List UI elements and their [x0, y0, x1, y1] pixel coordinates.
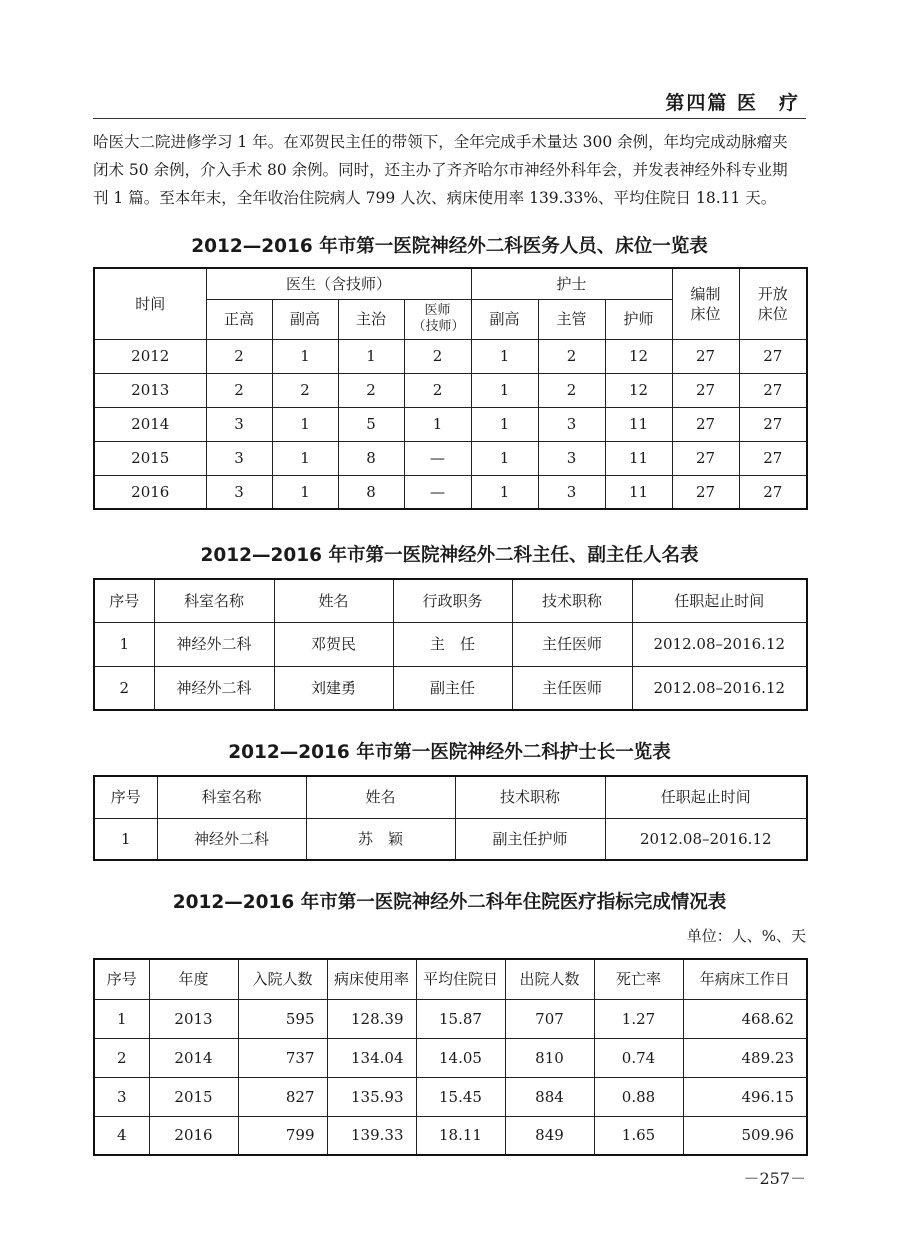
table-cell: 1: [338, 339, 404, 373]
table-row: [94, 999, 807, 1038]
table-cell: 主任医师: [512, 666, 632, 710]
table-cell: 2: [206, 373, 272, 407]
table3-title: 2012—2016 年市第一医院神经外二科护士长一览表: [228, 742, 671, 763]
column-header: 序号: [94, 959, 149, 999]
table-cell: 8: [338, 441, 404, 475]
table-cell: 2016: [94, 475, 206, 509]
column-header: 技术职称: [512, 579, 632, 622]
column-header: 行政职务: [393, 579, 512, 622]
table-row: [94, 1116, 807, 1155]
table-cell: 2012.08–2016.12: [632, 622, 807, 666]
table-cell: 27: [672, 441, 739, 475]
table-cell: 737: [238, 1038, 327, 1077]
table-cell: 3: [206, 475, 272, 509]
table-cell: 2012.08–2016.12: [632, 666, 807, 710]
col-time-header: 时间: [94, 268, 206, 339]
column-header: 任职起止时间: [632, 579, 807, 622]
table-row: [94, 373, 807, 407]
director-table: [93, 578, 808, 711]
table-cell: 139.33: [327, 1116, 416, 1155]
table-cell: —: [404, 475, 471, 509]
table-cell: 14.05: [416, 1038, 505, 1077]
table-cell: 1: [94, 999, 149, 1038]
table-cell: 2: [272, 373, 338, 407]
column-header: 病床使用率: [327, 959, 416, 999]
table-cell: 2015: [149, 1077, 238, 1116]
table-row: [94, 339, 807, 373]
table-cell: 2014: [94, 407, 206, 441]
table4-title: 2012—2016 年市第一医院神经外二科年住院医疗指标完成情况表: [172, 892, 727, 913]
table-cell: 2014: [149, 1038, 238, 1077]
column-header: 入院人数: [238, 959, 327, 999]
table-cell: 884: [505, 1077, 594, 1116]
table-cell: 1.27: [594, 999, 683, 1038]
table-cell: 15.45: [416, 1077, 505, 1116]
table-row: [94, 407, 807, 441]
table-cell: 神经外二科: [154, 622, 274, 666]
table-cell: 2: [206, 339, 272, 373]
table-row: [94, 441, 807, 475]
table-cell: 1: [272, 407, 338, 441]
table-cell: 12: [605, 373, 672, 407]
table-cell: 2: [94, 1038, 149, 1077]
column-header: 姓名: [274, 579, 393, 622]
table-cell: 27: [739, 339, 807, 373]
table-cell: 27: [739, 407, 807, 441]
table-cell: 刘建勇: [274, 666, 393, 710]
nurse-col-header: 主管: [538, 299, 605, 339]
table-cell: 1: [94, 818, 157, 860]
col-kaifang-header: 开放床位: [739, 268, 807, 339]
column-header: 平均住院日: [416, 959, 505, 999]
paragraph-line: 闭术 50 余例，介入手术 80 余例。同时，还主办了齐齐哈尔市神经外科年会，并发表神经外科专业期: [93, 161, 788, 179]
table-cell: 0.88: [594, 1077, 683, 1116]
table-cell: 128.39: [327, 999, 416, 1038]
table-cell: 2012.08–2016.12: [605, 818, 807, 860]
table-cell: 2012: [94, 339, 206, 373]
table-cell: 1: [471, 475, 538, 509]
nurse-col-header: 副高: [471, 299, 538, 339]
table-cell: 3: [538, 407, 605, 441]
table-cell: 27: [739, 475, 807, 509]
table-row: [94, 475, 807, 509]
table-cell: 12: [605, 339, 672, 373]
body-paragraph: [93, 128, 806, 212]
unit-label: 单位：人、%、天: [686, 927, 806, 945]
column-header: 技术职称: [455, 776, 605, 818]
table-cell: 27: [672, 373, 739, 407]
table-cell: 1: [272, 475, 338, 509]
table-cell: 1: [471, 407, 538, 441]
column-header: 出院人数: [505, 959, 594, 999]
table-cell: 27: [739, 441, 807, 475]
table-cell: 2: [538, 373, 605, 407]
table-cell: 849: [505, 1116, 594, 1155]
table-cell: 2013: [149, 999, 238, 1038]
table-cell: 2016: [149, 1116, 238, 1155]
table-cell: 2013: [94, 373, 206, 407]
table-cell: 1: [272, 339, 338, 373]
table-cell: 神经外二科: [154, 666, 274, 710]
table-cell: 0.74: [594, 1038, 683, 1077]
table-cell: 496.15: [683, 1077, 807, 1116]
table-cell: 2: [94, 666, 154, 710]
column-header: 姓名: [306, 776, 455, 818]
paragraph-line: 哈医大二院进修学习 1 年。在邓贺民主任的带领下，全年完成手术量达 300 余例，年均完成动脉瘤夹: [93, 133, 788, 151]
table-cell: 27: [672, 475, 739, 509]
column-header: 死亡率: [594, 959, 683, 999]
table-cell: 3: [206, 441, 272, 475]
table-cell: 主 任: [393, 622, 512, 666]
table-cell: 27: [672, 407, 739, 441]
table-cell: 2015: [94, 441, 206, 475]
table-cell: 1: [471, 373, 538, 407]
table-cell: 神经外二科: [157, 818, 306, 860]
table-cell: 595: [238, 999, 327, 1038]
table2-title: 2012—2016 年市第一医院神经外二科主任、副主任人名表: [200, 545, 699, 566]
table-cell: 27: [739, 373, 807, 407]
table-cell: 1: [94, 622, 154, 666]
table-cell: 1: [272, 441, 338, 475]
table-row: [94, 1077, 807, 1116]
table-cell: 2: [404, 339, 471, 373]
column-header: 年度: [149, 959, 238, 999]
table-cell: 4: [94, 1116, 149, 1155]
table-cell: 134.04: [327, 1038, 416, 1077]
column-header: 科室名称: [157, 776, 306, 818]
table-cell: 15.87: [416, 999, 505, 1038]
doctor-col-header: 医师（技师）: [404, 299, 471, 339]
table-cell: 3: [94, 1077, 149, 1116]
table-cell: 11: [605, 475, 672, 509]
table-cell: 3: [538, 475, 605, 509]
table-cell: 1: [471, 441, 538, 475]
table-cell: 509.96: [683, 1116, 807, 1155]
table-cell: 11: [605, 441, 672, 475]
table-row: [94, 818, 807, 860]
running-header: [93, 88, 806, 119]
table-cell: 2: [404, 373, 471, 407]
staff-bed-table: [93, 267, 808, 510]
table-cell: 副主任: [393, 666, 512, 710]
paragraph-line: 刊 1 篇。至本年末，全年收治住院病人 799 人次、病床使用率 139.33%、平均住院日 18.11 天。: [93, 189, 777, 207]
column-header: 科室名称: [154, 579, 274, 622]
table-cell: —: [404, 441, 471, 475]
header-title: 第四篇 医 疗: [665, 92, 800, 114]
table-row: [94, 622, 807, 666]
table-cell: 3: [538, 441, 605, 475]
column-header: 序号: [94, 776, 157, 818]
table-cell: 468.62: [683, 999, 807, 1038]
table-cell: 苏 颖: [306, 818, 455, 860]
table-cell: 2: [338, 373, 404, 407]
table-cell: 27: [672, 339, 739, 373]
table-cell: 副主任护师: [455, 818, 605, 860]
table-row: [94, 666, 807, 710]
col-bianzhi-header: 编制床位: [672, 268, 739, 339]
table-cell: 135.93: [327, 1077, 416, 1116]
nurse-col-header: 护师: [605, 299, 672, 339]
table-cell: 8: [338, 475, 404, 509]
table-cell: 主任医师: [512, 622, 632, 666]
column-header: 任职起止时间: [605, 776, 807, 818]
table-cell: 5: [338, 407, 404, 441]
table-cell: 2: [538, 339, 605, 373]
table-cell: 1.65: [594, 1116, 683, 1155]
table-cell: 3: [206, 407, 272, 441]
table-cell: 799: [238, 1116, 327, 1155]
doctor-col-header: 主治: [338, 299, 404, 339]
table-row: [94, 1038, 807, 1077]
page-number: －257－: [743, 1169, 806, 1188]
table-cell: 489.23: [683, 1038, 807, 1077]
doctor-col-header: 副高: [272, 299, 338, 339]
table-cell: 11: [605, 407, 672, 441]
doctor-col-header: 正高: [206, 299, 272, 339]
table-cell: 827: [238, 1077, 327, 1116]
table-cell: 1: [404, 407, 471, 441]
table-cell: 1: [471, 339, 538, 373]
column-header: 年病床工作日: [683, 959, 807, 999]
inpatient-indicator-table: [93, 958, 808, 1156]
column-header: 序号: [94, 579, 154, 622]
head-nurse-table: [93, 775, 808, 861]
table-cell: 18.11: [416, 1116, 505, 1155]
table-cell: 邓贺民: [274, 622, 393, 666]
table1-title: 2012—2016 年市第一医院神经外二科医务人员、床位一览表: [191, 236, 708, 257]
table-cell: 707: [505, 999, 594, 1038]
group-doctor-header: 医生（含技师）: [206, 268, 471, 299]
table-cell: 810: [505, 1038, 594, 1077]
group-nurse-header: 护士: [471, 268, 672, 299]
